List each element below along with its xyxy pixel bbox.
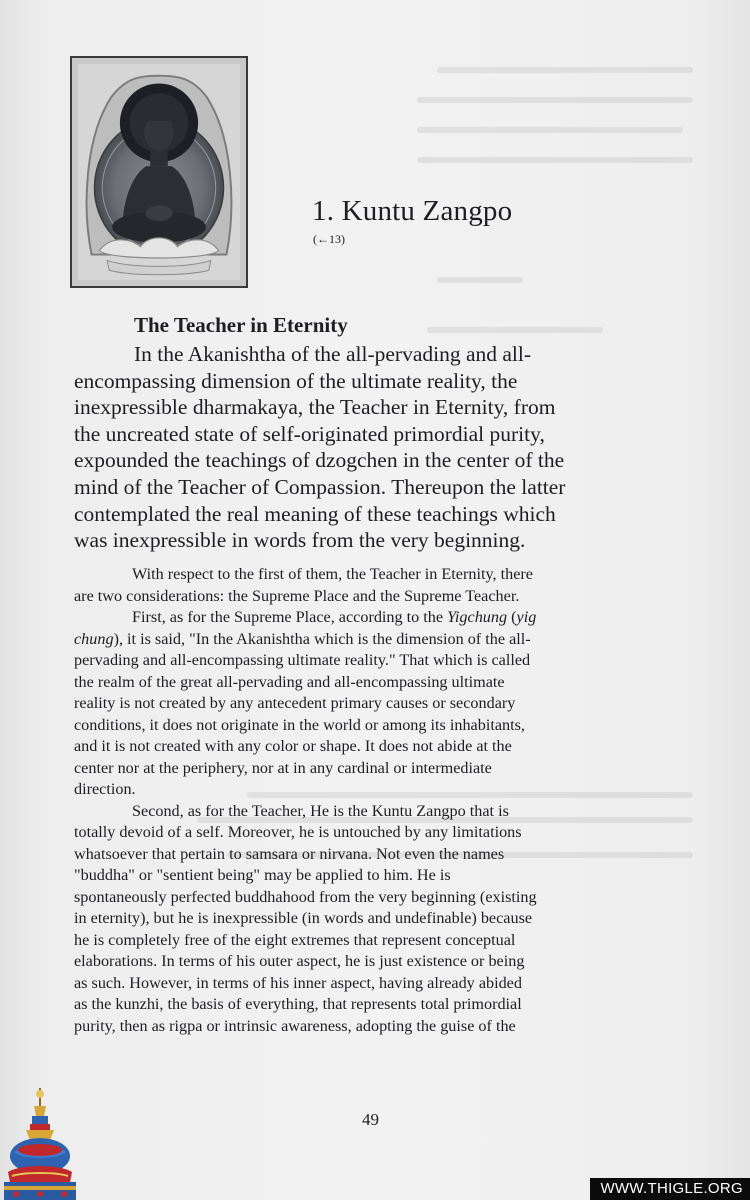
lead-line: contemplated the real meaning of these teachings which xyxy=(74,501,556,526)
body-line: the realm of the great all-pervading and all-encompassing ultimate xyxy=(74,672,505,691)
body-line: elaborations. In terms of his outer aspect, he is just existence or being xyxy=(74,952,525,970)
body-line: he is completely free of the eight extremes that represent conceptual xyxy=(74,930,516,949)
body-line: conditions, it does not originate in the world or among its inhabitants, xyxy=(74,715,525,734)
lead-paragraph xyxy=(74,341,674,554)
body-line: Second, as for the Teacher, He is the Kuntu Zangpo that is xyxy=(132,801,509,820)
body-line: spontaneously perfected buddhahood from the very beginning (existing xyxy=(74,887,537,906)
body-text-run: First, as for the Supreme Place, according to the xyxy=(132,608,448,626)
stupa-icon xyxy=(0,1086,90,1200)
watermark-url[interactable]: WWW.THIGLE.ORG xyxy=(590,1178,750,1200)
lead-line: expounded the teachings of dzogchen in the center of the xyxy=(74,448,565,473)
body-line: center nor at the periphery, nor at in any cardinal or intermediate xyxy=(74,758,492,777)
italic-term: chung xyxy=(74,629,114,648)
body-line: and it is not created with any color or shape. It does not abide at the xyxy=(74,737,512,755)
body-line: as such. However, in terms of his inner aspect, having already abided xyxy=(74,973,522,992)
deity-illustration xyxy=(70,56,248,288)
lead-line: the uncreated state of self-originated primordial purity, xyxy=(74,421,545,446)
body-line: purity, then as rigpa or intrinsic awareness, adopting the guise of the xyxy=(74,1016,516,1035)
seated-deity-on-lotus-icon xyxy=(72,58,246,286)
body-line xyxy=(74,607,694,629)
body-line xyxy=(74,629,694,651)
lead-line: inexpressible dharmakaya, the Teacher in Eternity, from xyxy=(74,395,556,420)
body-line: are two considerations: the Supreme Place and the Supreme Teacher. xyxy=(74,586,520,605)
body-text-run: ), it is said, "In the Akanishtha which is the dimension of the all- xyxy=(113,629,531,648)
body-line: in eternity), but he is inexpressible (in words and undefinable) because xyxy=(74,909,533,927)
body-line: pervading and all-encompassing ultimate reality." That which is called xyxy=(74,651,531,669)
page-number: 49 xyxy=(362,1110,379,1129)
body-line: With respect to the first of them, the Teacher in Eternity, there xyxy=(132,565,533,583)
chapter-cross-reference: (←13) xyxy=(313,232,345,246)
italic-title: Yigchung xyxy=(447,608,508,626)
body-text-run: ( xyxy=(507,608,517,626)
body-line: "buddha" or "sentient being" may be applied to him. He is xyxy=(74,866,451,884)
corner-emblem xyxy=(0,1086,90,1200)
body-line: direction. xyxy=(74,780,136,798)
body-line: as the kunzhi, the basis of everything, that represents total primordial xyxy=(74,995,522,1013)
body-text xyxy=(74,564,694,1037)
lead-line: encompassing dimension of the ultimate reality, the xyxy=(74,368,518,393)
section-heading: The Teacher in Eternity xyxy=(134,313,348,337)
lead-line: was inexpressible in words from the very beginning. xyxy=(74,528,526,553)
body-line: reality is not created by any antecedent primary causes or secondary xyxy=(74,694,516,712)
body-line: totally devoid of a self. Moreover, he is untouched by any limitations xyxy=(74,823,522,841)
chapter-title: 1. Kuntu Zangpo xyxy=(312,195,513,227)
italic-term: yig xyxy=(516,608,537,626)
body-line: whatsoever that pertain to samsara or nirvana. Not even the names xyxy=(74,844,505,863)
lead-line: In the Akanishtha of the all-pervading and all- xyxy=(134,342,532,366)
lead-line: mind of the Teacher of Compassion. Thereupon the latter xyxy=(74,474,566,499)
